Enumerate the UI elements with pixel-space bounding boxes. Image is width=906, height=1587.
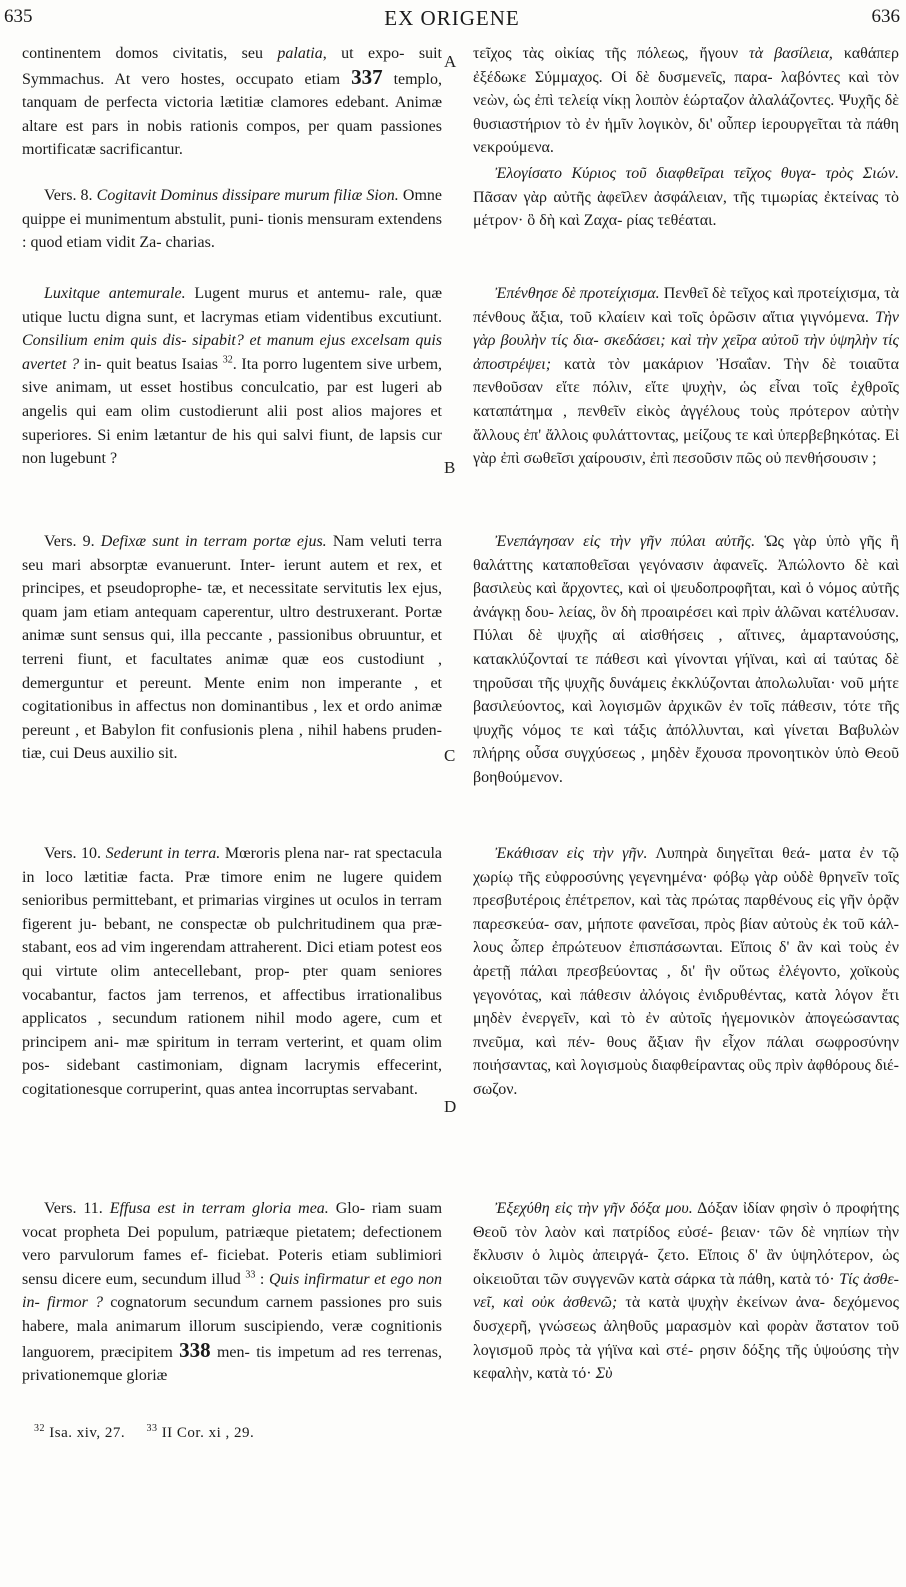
margin-letter-b: B [444,458,456,477]
latin-antemurale: Luxitque antemurale. Lugent murus et antemu- rale, quæ utique luctu digna sunt, et lacrymas etiam videntibus excutiunt. Consilium enim quis dis- sipabit? et manum ejus excelsam quis avertet ? in- quit beatus Isaias $^{32}$. Ita porro lugentem sive urbem, sive animam, ut esset hostibus conculcatio, par est lugeri ab angelis qui eam olim custodierunt alii post alios majores et superiores. Si enim lætantur de his qui salvi fiunt, de lapsis cur non lugebunt ? [22,285,443,468]
footnote-33-mark: 33 [146,1423,158,1434]
margin-letter-d: D [444,1097,457,1116]
greek-verse-11: Ἐξεχύθη εἰς τὴν γῆν δόξα μου. Δόξαν ἰδίαν φησὶν ὁ προφήτης Θεοῦ τὸν λαὸν καὶ πατρίδος εὐσέ- βειαν· τῶν δὲ νηπίων τὴν ἔκλυσιν ὁ λιμὸς ἀπειργά- ζετο. Εἴποις δ' ἂν ὑψηλότερον, ὡς οἰκειοῦται τῶν συγγενῶν κατὰ σάρκα τὰ πάθη, κατὰ τό· Τίς ἀσθε- νεῖ, καὶ οὐκ ἀσθενῶ; τὰ κατὰ ψυχὴν ἐκείνων ἀνα- δεχόμενος δυσχερῆ, γνώσεως ἀληθοῦς μαρασμὸν καὶ φορὰν ἄστατον τοῦ λογισμοῦ πρὸς τὰ γήϊνα καὶ στέ- ρησιν δόξης τῆς ὑψούσης τὴν κεφαλὴν, κατὰ τό· Σὺ [473,1200,900,1383]
footnote-32: Isa. xiv, 27. [45,1425,126,1441]
left-page-number: 635 [4,6,33,27]
margin-letter-a: A [444,52,457,71]
greek-antemurale: Ἐπένθησε δὲ προτείχισμα. Πενθεῖ δὲ τεῖχος καὶ προτείχισμα, τὰ πένθους ἄξια, τοῦ κλαίειν καὶ τοῖς ὁρῶσιν αἴτια γιγνόμενα. Τὴν γὰρ βουλὴν τίς δια- σκεδάσει; καὶ τὴν χεῖρα αὐτοῦ τὴν ὑψηλὴν τίς ἀποστρέψει; κατὰ τὸν μακάριον Ἠσαΐαν. Τὴν δὲ τοιαῦτα πενθοῦσαν εἴτε πόλιν, εἴτε ψυχὴν, ὡς εἶναι τοῖς ἐχθροῖς καταπάτημα , πενθεῖν εἰκὸς ἀγγέλους τοὺς πρότερον αὐτὴν ἄλλους ἐπ' ἄλλοις φυλάττοντας, μείζους τε καὶ ὑπερβεβηκότας. Εἰ γὰρ ἐπὶ σωθεῖσι χαίρουσιν, ἐπὶ πεσοῦσιν πῶς οὐ πενθήσουσιν ; [473,285,900,468]
latin-paragraph-1: continentem domos civitatis, seu palatia, ut expo- suit Symmachus. At vero hostes, occupato etiam 337 templo, tanquam de perfecta victoria lætitiæ clamores edebant. Animæ altare est pars in nobis rationis compos, per quam passiones mortificatæ sacrificantur. [22,45,442,159]
greek-verse-8: Ἐλογίσατο Κύριος τοῦ διαφθεῖραι τεῖχος θυγα- τρὸς Σιών. Πᾶσαν γὰρ αὐτῆς ἀφεῖλεν ἀσφάλειαν, τῆς τιμωρίας ἐκτείνας τὸ μέτρον· ὃ δὴ καὶ Ζαχα- ρίας τεθέαται. [473,165,899,230]
greek-verse-10: Ἐκάθισαν εἰς τὴν γῆν. Λυπηρὰ διηγεῖται θεά- ματα ἐν τῷ χωρίῳ τῆς εὐφροσύνης γεγενημένα· φόβῳ γὰρ οὐδὲ θρηνεῖν τοῖς πρεσβυτέροις ἐπέτρεπον, καὶ τὰς πρώτας παρθένους εἰς γῆν ὁρᾷν παρεσκεύα- σαν, μήποτε φανεῖσαι, πρὸς βίαν αὐτοὺς ἐκ τοῦ κάλ- λους ὧπερ ἐπρώτευον ἐπισπάσωνται. Εἴποις δ' ἂν καὶ τοὺς ἐν ἀρετῇ πάλαι πρεσβεύοντας , δι' ἣν οὕτως ἐλέγοντο, χοϊκοὺς γεγονότας, καὶ πάθεσιν ἀλόγοις ἐνιδρυθέντας, κατὰ λόγον ἔτι μηδὲν ἐνεργεῖν, καὶ τὸ ἐν αὐτοῖς ἡγεμονικὸν ἀπογεώσαντας πνεῦμα, καὶ πέν- θους ἄξιαν ἣν εἶχον πάλαι σωφροσύνην ποιήσαντας, καὶ λογισμοὺς διαφθείραντας οὓς πρὶν ἀφθόρους διέ- σωζον. [473,845,899,1098]
latin-verse-11: Vers. 11. Effusa est in terram gloria mea. Glo- riam suam vocat propheta Dei populum, patriæque pietatem; defectionem vero parvulorum fames ef- ficiebat. Poteris etiam sublimiori sensu dicere eum, secundum illud $^{33}$ : Quis infirmatur et ego non in- firmor ? cognatorum secundum carnem passiones pro suis habere, mala animarum illorum suscipiendo, veræ cognitionis languorem, præcipitem 338 men- tis impetum ad res terrenas, privationemque gloriæ [22,1200,443,1385]
greek-paragraph-1: τεῖχος τὰς οἰκίας τῆς πόλεως, ἤγουν τὰ βασίλεια, καθάπερ ἐξέδωκε Σύμμαχος. Οἱ δὲ δυσμενεῖς, παρα- λαβόντες καὶ τὸν νεὼν, ὡς ἐπὶ τελείᾳ νίκῃ λοιπὸν ἑώρταζον ἀλαλάζοντες. Ψυχῆς δὲ θυσιαστήριον τὸ ἐν ἡμῖν λογικὸν, δι' οὗπερ ἱερουργεῖται τὰ πάθη νεκρούμενα. [473,45,899,157]
greek-verse-9: Ἐνεπάγησαν εἰς τὴν γῆν πύλαι αὐτῆς. Ὡς γὰρ ὑπὸ γῆς ἢ θαλάττης καταποθεῖσαι γεγόνασιν ἀφανεῖς. Ἀπώλοντο δὲ καὶ βασιλεὺς καὶ ἄρχοντες, καὶ οἱ ψευδοπροφῆται, καὶ ὁ νόμος αὐτῆς ἀνάγκῃ δου- λείας, ὃν δὴ προαιρέσει καὶ πρὶν ἁλῶναι κατέλυσαν. Πύλαι δὲ ψυχῆς αἱ αἰσθήσεις , αἵτινες, ἁμαρτανούσης, κατακλύζονταί τε πάθεσι καὶ γίνονται γήϊναι, καὶ αἱ ταύτας δὲ τηροῦσαι τῆς ψυχῆς δυνάμεις ἐκκλύζονται ἀπολωλυῖαι· νοῦ μήτε βασιλεύοντος, καὶ λογισμῶν ἀρχικῶν ἐν τοῖς πάθεσιν, τότε τῆς ψυχῆς νόμος τε καὶ τάξις ἀπόλλυνται, καὶ γίνεται Βαβυλὼν πλήρης οὖσα συγχύσεως , μηδὲν ἔχουσα προνοητικὸν ὑπὸ Θεοῦ βοηθούμενον. [473,533,900,786]
footnote-32-mark: 32 [34,1423,45,1434]
margin-letter-c: C [444,746,456,765]
page-header [4,6,900,36]
column-number-338: 338 [179,1337,211,1362]
latin-verse-8: Vers. 8. Cogitavit Dominus dissipare murum filiæ Sion. Omne quippe ei munimentum abstulit, puni- tionis mensuram extendens : quod etiam vidit Za- charias. [22,187,442,252]
latin-verse-9: Vers. 9. Defixæ sunt in terram portæ ejus. Nam veluti terra seu mari absorptæ evanuerunt. Inter- ierunt autem et rex, et principes, et pseudoprophe- tæ, et necessitate servitutis lex ejus, quam jam etiam antequam caperentur, ultro destruxerant. Portæ animæ sunt sensus qui, illa peccante , passionibus obruuntur, et terreni fiunt, et facultates animæ quæ eos custodiunt , demerguntur et pereunt. Mente enim non imperante , et cogitationibus in affectus non dominantibus , lex et ordo animæ pereunt , et Babylon fit confusionis plena , nihil habens pruden- tiæ, cui Deus auxilio sit. [22,533,443,763]
footnotes [34,1425,254,1442]
footnote-33: II Cor. xi , 29. [157,1425,255,1441]
right-page-number: 636 [871,6,900,27]
running-title: EX ORIGENE [384,6,520,30]
column-number-337: 337 [351,64,383,89]
latin-verse-10: Vers. 10. Sederunt in terra. Mœroris plena nar- rat spectacula in loco lætitiæ facta. Præ timore enim ne lugere quidem senioribus permittebant, et primarias virgines ut oculos in terram figerent ju- bebant, ne conspectæ ob pulchritudinem qua præ- stabant, eos ad vim ingerendam attraherent. Dici etiam potest eos qui virtute olim antecellebant, prop- pter quam seniores vocabantur, factos jam terrenos, et affectibus irrationalibus applicatos , secundum rationem nihil modo agere, cum et principem ani- mæ spiritum in terram verterint, et quam olim pos- sidebant castimoniam, dignam lacrymis effecerint, cogitationesque corruperint, quas antea incorruptas servabant. [22,845,443,1098]
